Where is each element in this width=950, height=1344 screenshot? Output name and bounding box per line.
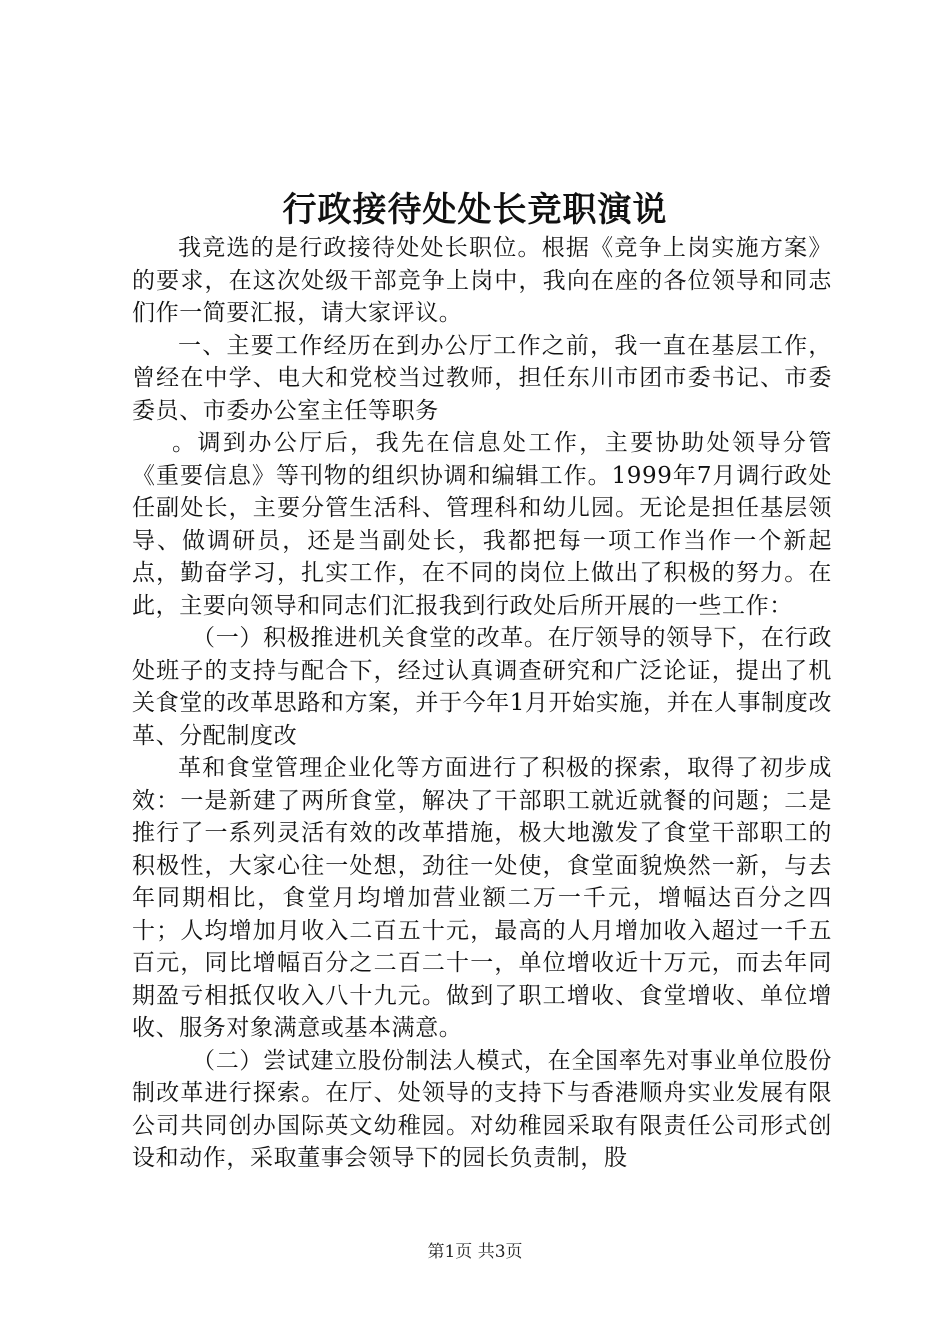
document-body bbox=[132, 232, 832, 1175]
paragraph-intro: 我竞选的是行政接待处处长职位。根据《竞争上岗实施方案》的要求，在这次处级干部竞争上岗中，我向在座的各位领导和同志们作一简要汇报，请大家评议。 bbox=[132, 235, 832, 326]
paragraph-shareholding-reform: （二）尝试建立股份制法人模式，在全国率先对事业单位股份制改革进行探索。在厅、处领导的支持下与香港顺舟实业发展有限公司共同创办国际英文幼稚园。对幼稚园采取有限责任公司形式创设和动作，采取董事会领导下的园长负责制，股 bbox=[132, 1047, 832, 1171]
paragraph-work-history: 一、主要工作经历在到办公厅工作之前，我一直在基层工作，曾经在中学、电大和党校当过教师，担任东川市团市委书记、市委委员、市委办公室主任等职务 bbox=[132, 332, 832, 424]
document-title: 行政接待处处长竞职演说 bbox=[282, 190, 668, 230]
paragraph-canteen-reform: （一）积极推进机关食堂的改革。在厅领导的领导下，在行政处班子的支持与配合下，经过认真调查研究和广泛论证，提出了机关食堂的改革思路和方案，并于今年1月开始实施，并在人事制度改革、分配制度改 bbox=[132, 625, 832, 749]
paragraph-office-work: 。调到办公厅后，我先在信息处工作，主要协助处领导分管《重要信息》等刊物的组织协调和编辑工作。1999年7月调行政处任副处长，主要分管生活科、管理科和幼儿园。无论是担任基层领导、做调研员，还是当副处长，我都把每一项工作当作一个新起点，勤奋学习，扎实工作，在不同的岗位上做出了积极的努力。在此，主要向领导和同志们汇报我到行政处后所开展的一些工作： bbox=[132, 430, 832, 619]
paragraph-canteen-results: 革和食堂管理企业化等方面进行了积极的探索，取得了初步成效：一是新建了两所食堂，解决了干部职工就近就餐的问题；二是推行了一系列灵活有效的改革措施，极大地激发了食堂干部职工的积极性，大家心往一处想，劲往一处使，食堂面貌焕然一新，与去年同期相比，食堂月均增加营业额二万一千元，增幅达百分之四十；人均增加月收入二百五十元，最高的人月增加收入超过一千五百元，同比增幅百分之二百二十一，单位增收近十万元，而去年同期盈亏相抵仅收入八十九元。做到了职工增收、食堂增收、单位增收、服务对象满意或基本满意。 bbox=[132, 755, 832, 1041]
page-footer: 第1页 共3页 bbox=[427, 1242, 523, 1262]
